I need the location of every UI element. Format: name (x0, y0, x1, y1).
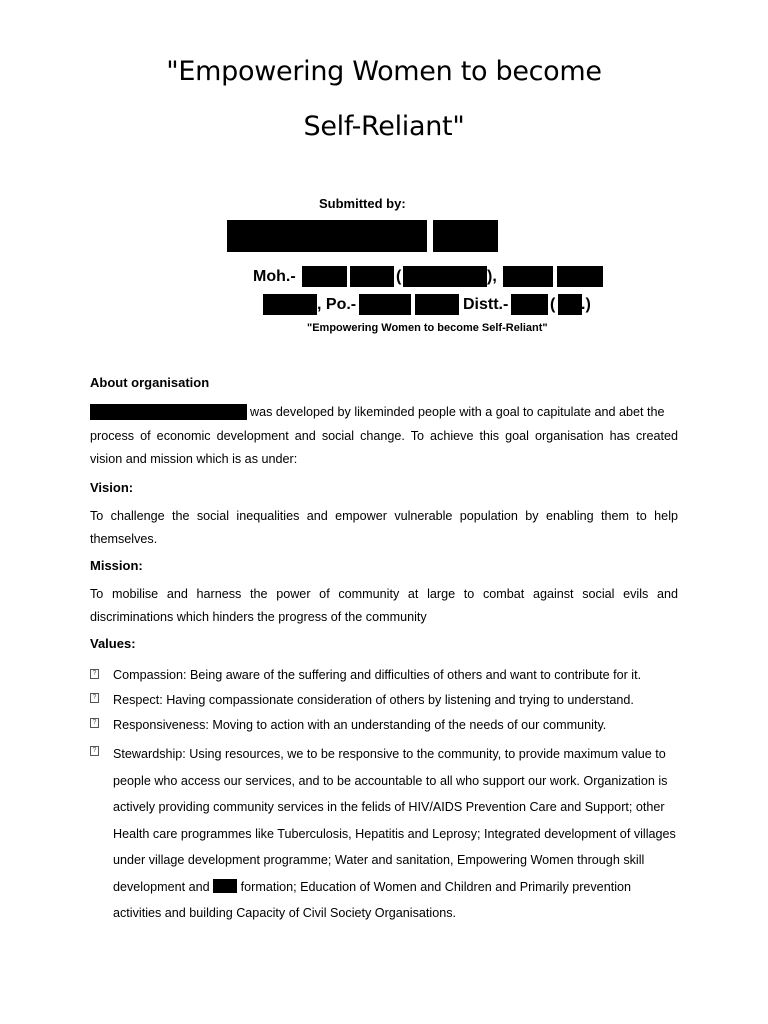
tagline: "Empowering Women to become Self-Reliant" (307, 322, 548, 334)
about-paragraph: process of economic development and social change. To achieve this goal organisation has created vision and mission which is as under: (90, 429, 678, 466)
redacted-address (503, 266, 553, 287)
stewardship-text: Stewardship: Using resources, we to be responsive to the community, to provide maximum value to people who access our services, and to be accountable to all who support our work. Organization is actively providing community services in the felids of HIV/AIDS Prevention Care and Support; other Health care programmes like Tuberculosis, Hepatitis and Leprosy; Integrated development of villages under village development programme; Water and sanitation, Empowering Women through skill development and (113, 747, 676, 894)
about-heading: About organisation (90, 375, 210, 390)
address-po-label: , Po.- (317, 296, 357, 313)
address-paren-close: .) (581, 296, 591, 313)
address-distt-label: Distt.- (463, 296, 509, 313)
redacted-name-2 (433, 220, 498, 252)
redacted-address (359, 294, 411, 315)
redacted-address (557, 266, 603, 287)
mission-text: To mobilise and harness the power of community at large to combat against social evils and discriminations which hinders the progress of the community (90, 587, 678, 624)
vision-text: To challenge the social inequalities and empower vulnerable population by enabling them to help themselves. (90, 509, 678, 546)
document-title-line-2: Self-Reliant" (303, 111, 465, 142)
mission-heading: Mission: (90, 558, 143, 573)
vision-heading: Vision: (90, 480, 134, 495)
redacted-org-name (90, 404, 247, 420)
address-paren: ( (550, 296, 556, 313)
bullet-icon: ? (90, 746, 99, 756)
redacted-word (213, 879, 237, 893)
address-paren-close: ), (487, 268, 497, 285)
redacted-address (350, 266, 394, 287)
stewardship-text-continued: formation; Education of Women and Children and Primarily prevention activities and building Capacity of Civil Society Organisations. (113, 879, 632, 920)
redacted-name (227, 220, 427, 252)
address-moh-label: Moh.- (253, 268, 296, 285)
bullet-icon: ? (90, 718, 99, 728)
about-paragraph-first-line: was developed by likeminded people with a goal to capitulate and abet the (250, 405, 665, 419)
redacted-address (403, 266, 487, 287)
values-item-compassion: Compassion: Being aware of the suffering and difficulties of others and want to contribute for it. (113, 668, 642, 682)
submitted-by-label: Submitted by: (319, 196, 406, 211)
redacted-address (302, 266, 347, 287)
redacted-address (415, 294, 459, 315)
values-item-stewardship (113, 741, 678, 927)
values-item-responsiveness: Responsiveness: Moving to action with an understanding of the needs of our community. (113, 718, 607, 732)
redacted-address (558, 294, 582, 315)
redacted-address (263, 294, 317, 315)
redacted-address (511, 294, 548, 315)
bullet-icon: ? (90, 693, 99, 703)
address-paren: ( (396, 268, 402, 285)
bullet-icon: ? (90, 669, 99, 679)
document-title-line-1: "Empowering Women to become (166, 56, 602, 87)
values-heading: Values: (90, 636, 136, 651)
values-item-respect: Respect: Having compassionate consideration of others by listening and trying to understand. (113, 693, 634, 707)
